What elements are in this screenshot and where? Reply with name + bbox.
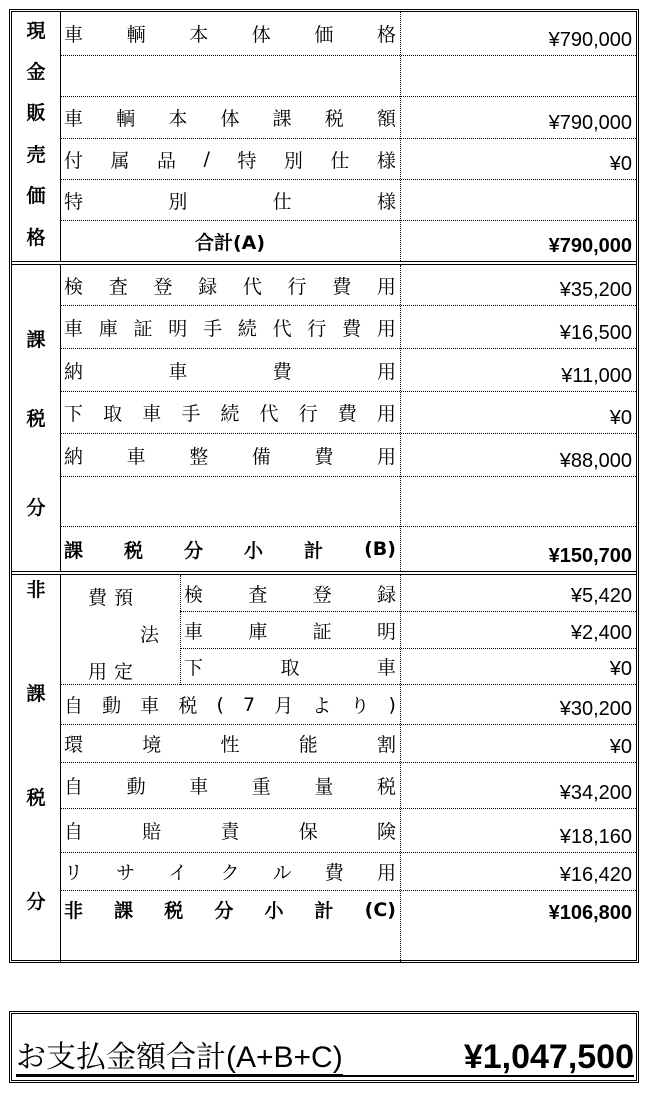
row-value: ¥16,420 xyxy=(559,864,632,886)
garage-certificate-deposit-row xyxy=(180,612,636,649)
bracket-char: 法 xyxy=(140,624,160,646)
price-breakdown-table xyxy=(9,9,639,963)
bracket-char: 用 xyxy=(88,661,108,683)
row-label: 特 別 仕 様 xyxy=(64,190,396,213)
row-value: ¥0 xyxy=(609,658,632,680)
taxable-section xyxy=(12,265,636,571)
category-char: 分 xyxy=(26,891,46,913)
delivery-maintenance-fee-row xyxy=(60,434,636,477)
bracket-char: 預 xyxy=(114,587,134,609)
row-label: 自 動 車 税 ( 7 月 よ り ) xyxy=(64,693,396,717)
row-label: 車 庫 証 明 xyxy=(184,620,396,643)
recycling-fee-row xyxy=(60,853,636,891)
subtotal-b-row xyxy=(60,527,636,571)
category-char: 売 xyxy=(26,144,46,166)
trade-in-fee-row xyxy=(60,392,636,434)
cash-price-section xyxy=(12,12,636,261)
environmental-performance-tax-row xyxy=(60,725,636,763)
row-value: ¥34,200 xyxy=(559,782,632,804)
grand-total-value: ¥1,047,500 xyxy=(463,1037,634,1076)
row-label: 非 課 税 分 小 計 (C) xyxy=(64,898,396,922)
weight-tax-row xyxy=(60,763,636,809)
automobile-tax-row xyxy=(60,685,636,725)
row-value: ¥106,800 xyxy=(548,902,632,924)
row-label: 付 属 品 / 特 別 仕 様 xyxy=(64,148,396,172)
row-value: ¥790,000 xyxy=(548,235,632,257)
blank-row xyxy=(60,56,636,97)
row-label: 車 輌 本 体 課 税 額 xyxy=(64,108,396,130)
row-label: 課 税 分 小 計 (B) xyxy=(64,538,396,562)
grand-total-box xyxy=(9,1011,639,1083)
special-spec-row xyxy=(60,180,636,221)
liability-insurance-row xyxy=(60,809,636,853)
vehicle-price-row xyxy=(60,12,636,56)
inspection-registration-fee-row xyxy=(60,265,636,306)
row-label: 下 取 車 手 続 代 行 費 用 xyxy=(64,403,396,425)
row-value: ¥18,160 xyxy=(559,826,632,848)
row-value: ¥790,000 xyxy=(548,29,632,51)
row-label: 車 輌 本 体 価 格 xyxy=(64,24,396,46)
row-label: 検 査 登 録 代 行 費 用 xyxy=(64,275,396,298)
row-value: ¥0 xyxy=(609,153,632,175)
category-char: 非 xyxy=(26,579,46,601)
category-char: 課 xyxy=(26,329,46,351)
row-value: ¥16,500 xyxy=(559,322,632,344)
row-value: ¥35,200 xyxy=(559,279,632,301)
bracket-char: 定 xyxy=(114,661,134,683)
category-char: 現 xyxy=(26,20,46,42)
row-label: 下 取 車 xyxy=(184,657,396,679)
accessories-row xyxy=(60,139,636,180)
inspection-registration-deposit-row xyxy=(180,575,636,612)
category-char: 税 xyxy=(26,787,46,809)
row-label: 合計(A) xyxy=(194,231,266,254)
grand-total-label: お支払金額合計(A+B+C) xyxy=(16,1041,343,1074)
category-char: 金 xyxy=(26,61,46,83)
category-char: 課 xyxy=(26,683,46,705)
non-taxable-category xyxy=(12,575,60,962)
category-char: 税 xyxy=(26,408,46,430)
row-value: ¥150,700 xyxy=(548,545,632,567)
bracket-char: 費 xyxy=(88,587,108,609)
category-char: 価 xyxy=(26,185,46,207)
row-label: 納 車 整 備 費 用 xyxy=(64,445,396,468)
blank-row xyxy=(60,477,636,527)
non-taxable-section xyxy=(12,575,636,962)
row-value: ¥0 xyxy=(609,407,632,429)
garage-certificate-fee-row xyxy=(60,306,636,349)
row-value: ¥0 xyxy=(609,736,632,758)
taxable-category xyxy=(12,265,60,571)
trade-in-deposit-row xyxy=(180,649,636,684)
row-value: ¥790,000 xyxy=(548,112,632,134)
category-char: 販 xyxy=(26,102,46,124)
row-label: 検 査 登 録 xyxy=(184,583,396,606)
category-char: 格 xyxy=(26,227,46,249)
row-value: ¥30,200 xyxy=(559,698,632,720)
row-label: 自 動 車 重 量 税 xyxy=(64,776,396,798)
cash-price-category xyxy=(12,12,60,261)
row-label: 自 賠 責 保 険 xyxy=(64,821,396,843)
category-char: 分 xyxy=(26,497,46,519)
row-value: ¥2,400 xyxy=(570,622,632,644)
delivery-fee-row xyxy=(60,349,636,392)
row-label: リ サ イ ク ル 費 用 xyxy=(64,862,396,884)
row-label: 環 境 性 能 割 xyxy=(64,734,396,756)
row-label: 納 車 費 用 xyxy=(64,360,396,383)
row-value: ¥5,420 xyxy=(570,585,632,607)
subtotal-a-row xyxy=(60,221,636,261)
row-value: ¥88,000 xyxy=(559,450,632,472)
row-label: 車 庫 証 明 手 続 代 行 費 用 xyxy=(64,317,396,340)
row-value: ¥11,000 xyxy=(561,365,632,387)
vehicle-taxable-amount-row xyxy=(60,97,636,139)
trade-in-deposit-row-wrapper xyxy=(60,649,636,685)
subtotal-c-row xyxy=(60,891,636,928)
